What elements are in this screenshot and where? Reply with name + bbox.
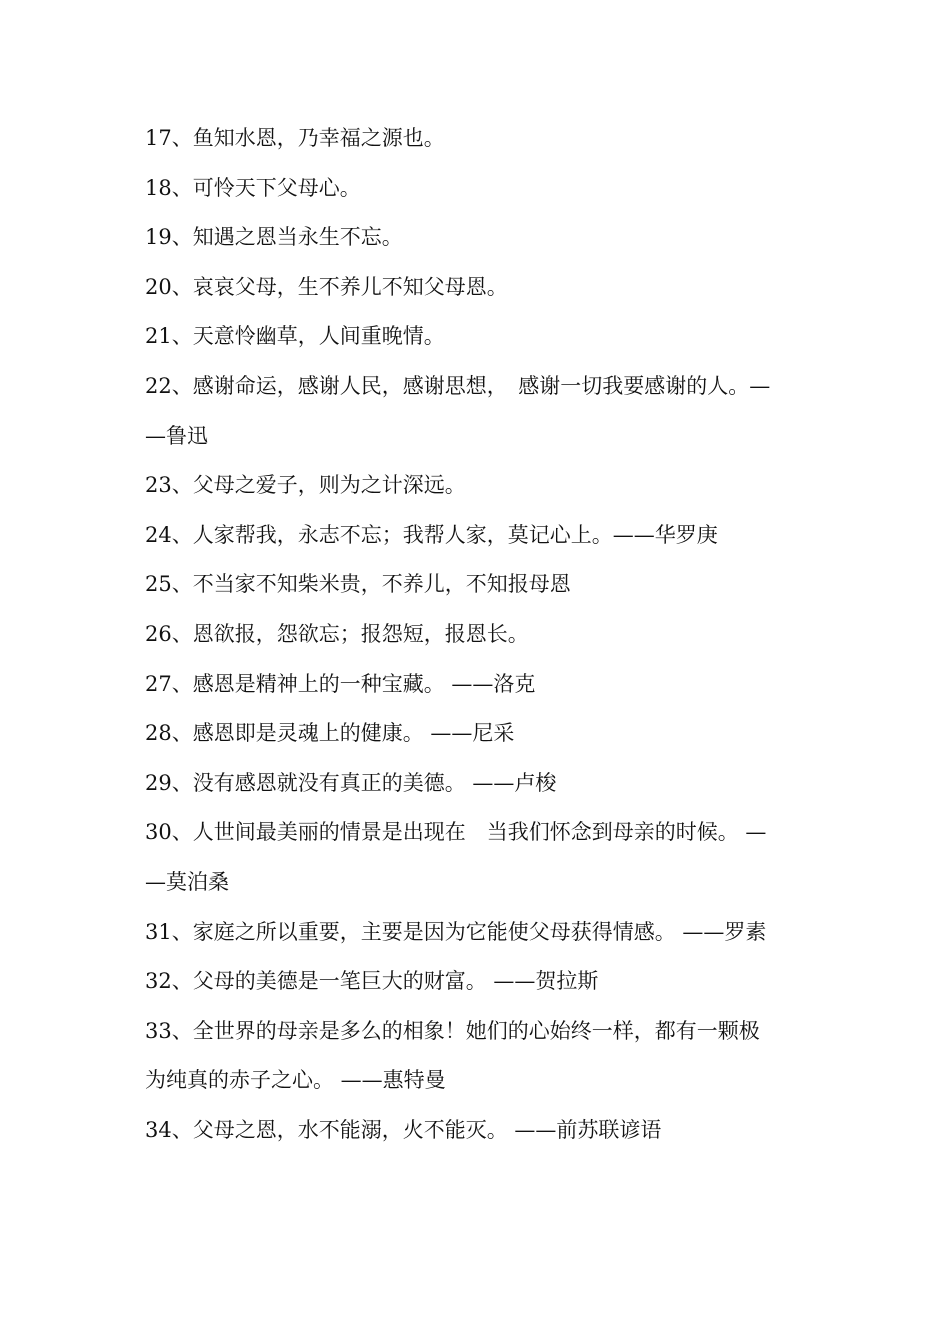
quote-line-23: 23、父母之爱子，则为之计深远。 xyxy=(145,473,466,498)
quote-list xyxy=(145,120,800,1161)
quote-line-19: 19、知遇之恩当永生不忘。 xyxy=(145,225,403,250)
quote-line-17: 17、鱼知水恩，乃幸福之源也。 xyxy=(145,126,445,150)
quote-line-18: 18、可怜天下父母心。 xyxy=(145,175,361,200)
quote-line-34: 34、父母之恩，水不能溺，火不能灭。 ——前苏联谚语 xyxy=(145,1117,662,1142)
quote-line-28: 28、感恩即是灵魂上的健康。 ——尼采 xyxy=(145,721,515,746)
quote-line-27: 27、感恩是精神上的一种宝藏。 ——洛克 xyxy=(145,671,536,696)
quote-line-32: 32、父母的美德是一笔巨大的财富。 ——贺拉斯 xyxy=(145,969,599,994)
quote-line-31: 31、家庭之所以重要，主要是因为它能使父母获得情感。 ——罗素 xyxy=(145,919,767,944)
quote-line-22-continued: —鲁迅 xyxy=(145,423,208,448)
quote-line-26: 26、恩欲报，怨欲忘；报怨短，报恩长。 xyxy=(145,621,529,646)
quote-line-22: 22、感谢命运，感谢人民，感谢思想， 感谢一切我要感谢的人。— xyxy=(145,373,771,398)
quote-line-30: 30、人世间最美丽的情景是出现在 当我们怀念到母亲的时候。 — xyxy=(145,820,767,845)
quote-line-20: 20、哀哀父母，生不养儿不知父母恩。 xyxy=(145,274,508,299)
quote-line-30-continued: —莫泊桑 xyxy=(145,869,229,894)
quote-line-25: 25、不当家不知柴米贵，不养儿，不知报母恩 xyxy=(145,572,571,597)
quote-line-21: 21、天意怜幽草，人间重晚情。 xyxy=(145,324,445,349)
quote-line-33: 33、全世界的母亲是多么的相象！她们的心始终一样，都有一颗极 xyxy=(145,1018,760,1043)
quote-line-24: 24、人家帮我，永志不忘；我帮人家，莫记心上。——华罗庚 xyxy=(145,522,718,547)
quote-line-33-continued: 为纯真的赤子之心。 ——惠特曼 xyxy=(145,1068,446,1093)
quote-line-29: 29、没有感恩就没有真正的美德。 ——卢梭 xyxy=(145,770,557,795)
